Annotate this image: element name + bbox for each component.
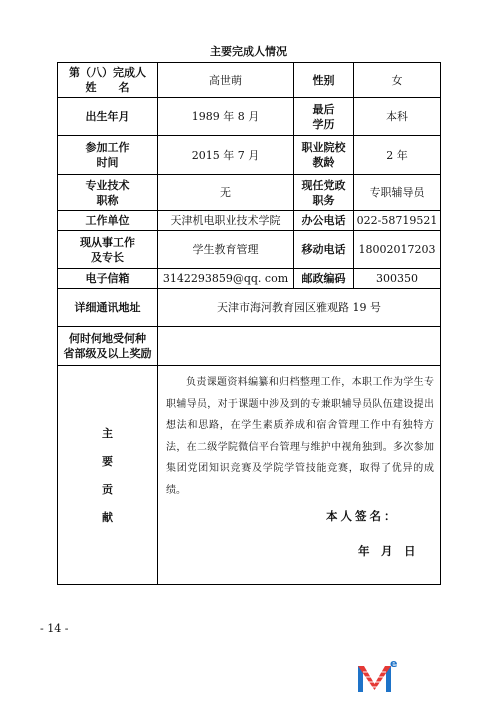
name-label: 第（八）完成人 姓 名 [58,63,158,98]
postcode-label: 邮政编码 [294,269,354,289]
row-employer-officephone [58,211,441,231]
row-awards [58,327,441,366]
address-value: 天津市海河教育园区雅观路 19 号 [158,289,441,327]
teaching-years-label: 职业院校 教龄 [294,136,354,175]
specialty-label: 现从事工作 及专长 [58,231,158,269]
row-name-gender [58,63,441,98]
contribution-label-char: 贡 [102,482,113,496]
row-birth-education [58,98,441,136]
personnel-form-table [57,62,441,585]
row-workstart-teaching [58,136,441,175]
tech-title-label: 专业技术 职称 [58,175,158,211]
row-email-postcode [58,269,441,289]
awards-value [158,327,441,366]
page-number: - 14 - [40,622,69,635]
employer-value: 天津机电职业技术学院 [158,211,294,231]
signature-label: 本人签名： [326,509,399,523]
birth-label: 出生年月 [58,98,158,136]
row-contribution [58,366,441,585]
mobile-value: 18002017203 [354,231,441,269]
education-value: 本科 [354,98,441,136]
office-phone-value: 022-58719521 [354,211,441,231]
row-specialty-mobile [58,231,441,269]
awards-label: 何时何地受何种 省部级及以上奖励 [58,327,158,366]
contribution-label-char: 主 [102,426,113,440]
logo-m-letter [358,666,391,692]
birth-value: 1989 年 8 月 [158,98,294,136]
gender-label: 性别 [294,63,354,98]
position-label: 现任党政 职务 [294,175,354,211]
date-label: 年 月 日 [358,544,416,558]
contribution-label-char: 献 [102,510,113,524]
mobile-label: 移动电话 [294,231,354,269]
contribution-label [58,366,158,585]
email-value: 3142293859@qq. com [158,269,294,289]
tech-title-value: 无 [158,175,294,211]
gender-value: 女 [354,63,441,98]
teaching-years-value: 2 年 [354,136,441,175]
contribution-label-char: 要 [102,454,113,468]
contribution-content [158,366,441,585]
address-label: 详细通讯地址 [58,289,158,327]
postcode-value: 300350 [354,269,441,289]
office-phone-label: 办公电话 [294,211,354,231]
work-start-label: 参加工作 时间 [58,136,158,175]
education-label: 最后 学历 [294,98,354,136]
employer-label: 工作单位 [58,211,158,231]
email-label: 电子信箱 [58,269,158,289]
work-start-value: 2015 年 7 月 [158,136,294,175]
name-value: 高世萌 [158,63,294,98]
row-address [58,289,441,327]
contribution-text: 负责课题资料编纂和归档整理工作，本职工作为学生专职辅导员，对于课题中涉及到的专兼职辅导员队伍建设提出想法和思路，在学生素质养成和宿舍管理工作中有独特方法，在二级学院微信平台管理与维护中视角独到。多次参加集团党团知识竞赛及学院学管技能竞赛，取得了优异的成绩。 [166,377,434,496]
position-value: 专职辅导员 [354,175,441,211]
row-title-position [58,175,441,211]
logo-e-letter: e [390,657,398,670]
specialty-value: 学生教育管理 [158,231,294,269]
me-logo-icon [355,657,399,695]
page-title: 主要完成人情况 [210,45,287,58]
